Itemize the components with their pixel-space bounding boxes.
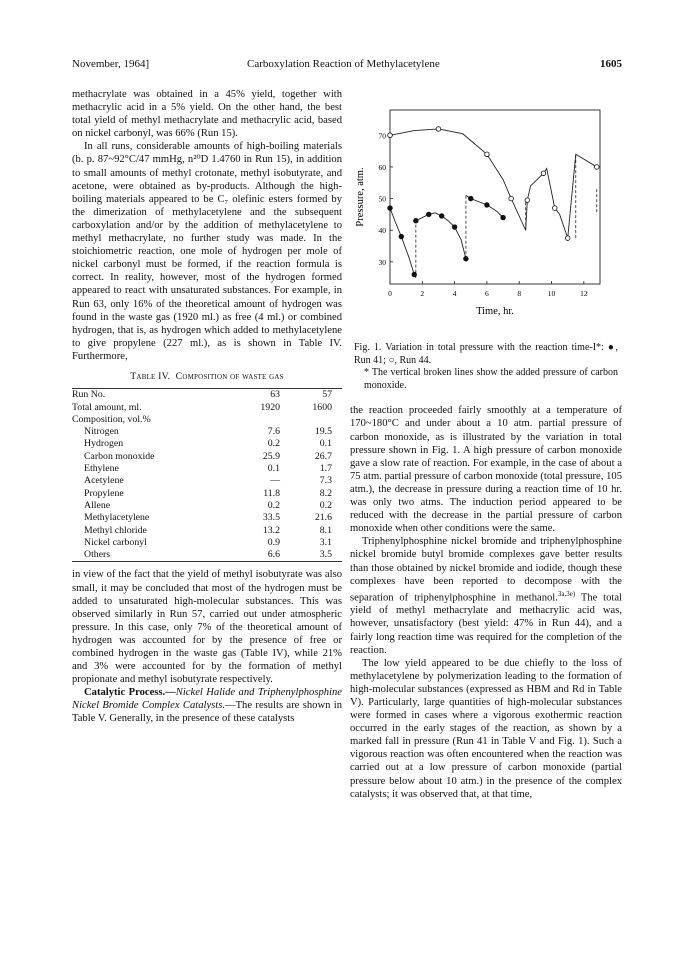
x-tick-label: 2 (420, 289, 425, 298)
y-tick-label: 50 (378, 194, 386, 204)
table-row (72, 475, 342, 487)
value-run-63: 0.9 (267, 536, 280, 548)
data-point-run-41 (439, 214, 444, 219)
reference-marker: 3a,3e) (557, 589, 576, 598)
value-run-63: 0.2 (267, 438, 280, 450)
table-row-run (72, 389, 342, 401)
table-row-composition (72, 414, 342, 426)
y-tick-label: 30 (378, 257, 386, 267)
value-run-63: 33.5 (262, 512, 280, 524)
table-row (72, 488, 342, 500)
x-tick-label: 0 (388, 289, 392, 298)
value-run-63: 0.1 (267, 463, 280, 475)
data-point-run-41 (414, 218, 419, 223)
table-title (72, 371, 342, 383)
gas-name: Nitrogen (84, 426, 119, 438)
data-point-run-41 (464, 256, 469, 261)
waste-gas-table (72, 389, 342, 561)
right-paragraph-2-text: Triphenylphosphine nickel bromide and triphenylphosphine nickel bromide butyl bromide complexes gave better results than those obtained by nickel bromide and iodide, though these complexes have been reported to decompose with the separation of triphenylphosphine in methanol. (350, 536, 622, 604)
value-run-57: 0.2 (319, 499, 332, 511)
right-column (350, 102, 622, 801)
x-tick-label: 10 (547, 289, 556, 298)
run-63: 63 (270, 389, 280, 401)
x-tick-label: 6 (485, 289, 489, 298)
right-paragraph-1: the reaction proceeded fairly smoothly at a temperature of 170~180°C and under about a 10 atm. partial pressure of carbon monoxide, as is illustrated by the variation in total pressure shown in Fig. 1. A high pressure of carbon monoxide gave a slow rate of reaction. For example, in the case of about a 75 atm. partial pressure of carbon monoxide (total pressure, 105 atm.), the decrease in pressure during a reaction time of 10 hr. was only two atms. The induction period appeared to be reduced with the decrease in the partial pressure of carbon monoxide when other conditions were the same. (350, 405, 622, 535)
data-point-run-41 (426, 212, 431, 217)
x-tick-label: 12 (580, 289, 588, 298)
plot-frame (390, 110, 600, 284)
y-tick-label: 70 (378, 131, 386, 141)
run-57: 57 (322, 389, 332, 401)
header-date: November, 1964] (72, 58, 150, 70)
table-iv (72, 371, 342, 562)
header-title: Carboxylation Reaction of Methylacetylene (247, 58, 440, 70)
total-63: 1920 (260, 401, 280, 413)
value-run-63: 11.8 (263, 487, 280, 499)
pressure-chart (350, 102, 622, 336)
x-tick-label: 4 (452, 289, 457, 298)
table-row (72, 426, 342, 438)
section-subheading: Nickel Halide and Triphenylphosphine Nickel Bromide Complex Catalysts. (72, 687, 342, 712)
series-line (390, 208, 416, 278)
x-tick-label: 8 (517, 289, 522, 298)
data-point-run-41 (452, 225, 457, 230)
caption-note: * The vertical broken lines show the added pressure of carbon monoxide. (364, 367, 618, 391)
section-heading: Catalytic Process.— (84, 687, 176, 699)
data-point-run-44 (541, 171, 546, 176)
value-run-63: 6.6 (267, 549, 280, 561)
y-tick-label: 40 (378, 226, 386, 236)
value-run-57: 7.3 (319, 475, 332, 487)
data-point-run-44 (485, 152, 490, 157)
right-paragraph-3: The low yield appeared to be due chiefly to the loss of methylacetylene by polymerization leading to the formation of high-molecular substances (expressed as HBM and Rd in Table V). Particularly, large quantities of high-molecular substances were formed in cases where a vigorous exothermic reaction occurred in the early stages of the reaction, as shown by a marked fall in pressure (Run 41 in Table V and Fig. 1). Such a vigorous reaction was often encountered when the reaction was carried out at a low pressure of carbon monoxide (partial pressure below about 10 atm.) in the presence of the complex catalysts; it was observed that, at that time, (350, 657, 622, 800)
value-run-63: 13.2 (262, 524, 280, 536)
total-label: Total amount, ml. (72, 401, 142, 413)
data-point-run-44 (525, 198, 530, 203)
data-point-run-44 (594, 165, 599, 170)
table-row (72, 549, 342, 561)
left-paragraph-4 (72, 686, 342, 725)
data-point-run-44 (436, 127, 441, 132)
table-bottom-rule (72, 561, 342, 562)
table-caption: Composition of waste gas (175, 370, 284, 382)
series-line (416, 213, 466, 259)
gas-name: Methylacetylene (84, 512, 150, 524)
data-point-run-44 (565, 236, 570, 241)
value-run-63: 25.9 (262, 450, 280, 462)
table-row (72, 438, 342, 450)
data-point-run-44 (552, 206, 557, 211)
left-column (72, 88, 342, 726)
value-run-57: 3.1 (319, 536, 332, 548)
value-run-63: 0.2 (267, 499, 280, 511)
right-paragraph-2-cont: The total yield of methyl methacrylate and methacrylic acid was, however, unsatisfactory (best yield: 47% in Run 44), and a fairly long reaction time was required for the completion of the reaction. (350, 592, 623, 656)
series-line (390, 129, 597, 238)
section-text: —The results are shown in Table V. Generally, in the presence of these catalysts (72, 700, 342, 725)
right-paragraph-2 (350, 535, 622, 656)
gas-name: Methyl chloride (84, 524, 147, 536)
total-57: 1600 (312, 401, 332, 413)
running-header (72, 58, 622, 74)
left-paragraph-1: methacrylate was obtained in a 45% yield, together with methacrylic acid in a 5% yield. On the other hand, the best total yield of methyl methacrylate and methacrylic acid, based on nickel carbonyl, was 66% (Run 15). (72, 89, 342, 140)
composition-label: Composition, vol.% (72, 413, 151, 425)
value-run-57: 26.7 (314, 450, 332, 462)
y-tick-label: 60 (378, 162, 386, 172)
data-point-run-41 (399, 234, 404, 239)
gas-name: Carbon monoxide (84, 450, 155, 462)
table-row (72, 512, 342, 524)
table-row (72, 463, 342, 475)
gas-name: Nickel carbonyl (84, 536, 147, 548)
data-point-run-44 (388, 133, 393, 138)
gas-name: Hydrogen (84, 438, 124, 450)
y-axis-label: Pressure, atm. (355, 167, 366, 227)
value-run-57: 21.6 (314, 512, 332, 524)
value-run-57: 3.5 (319, 549, 332, 561)
value-run-57: 8.1 (319, 524, 332, 536)
value-run-57: 1.7 (319, 463, 332, 475)
value-run-57: 19.5 (314, 426, 332, 438)
table-row (72, 525, 342, 537)
value-run-63: — (270, 475, 280, 487)
gas-name: Ethylene (84, 463, 119, 475)
table-row (72, 451, 342, 463)
table-row-total (72, 402, 342, 414)
data-point-run-41 (485, 203, 490, 208)
left-paragraph-2: In all runs, considerable amounts of high-boiling materials (b. p. 87~92°C/47 mmHg, n²⁰D 1.4760 in Run 15), in addition to small amounts of methyl crotonate, methyl isobutyrate, and acetone, were obtained as by-products. Although the high-boiling materials appeared to be C₇ olefinic esters formed by the dimerization of methylacetylene and the subsequent carboxylation and/or by the addition of methylacetylene to methyl methacrylate, no further study was made. In the stoichiometric reaction, one mole of hydrogen per mole of nickel carbonyl must be formed, if the reaction formula is correct. In reality, however, most of the hydrogen formed appeared to react with unsaturated substances. For example, in Run 63, only 16% of the theoretical amount of hydrogen was found in the waste gas (1920 ml.) as free (4 ml.) or combined hydrogen, that is, as hydrogen which added to methylacetylene to give propylene (227 ml.), as is shown in Table IV. Furthermore, (72, 141, 342, 362)
figure-caption (350, 342, 622, 392)
value-run-57: 8.2 (319, 487, 332, 499)
gas-name: Propylene (84, 487, 124, 499)
left-paragraph-3: in view of the fact that the yield of methyl isobutyrate was also small, it may be concluded that most of the hydrogen must be added to unsaturated high-molecular substances. This was observed similarly in Run 57, carried out under atmospheric pressure. In this case, only 7% of the theoretical amount of hydrogen was accounted for by the presence of free or combined hydrogen in the waste gas (Table IV), while 21% and 3% were accounted for by the formation of methyl propionate and methyl isobutyrate respectively. (72, 569, 342, 686)
table-row (72, 500, 342, 512)
gas-name: Others (84, 549, 111, 561)
data-point-run-41 (388, 206, 393, 211)
data-point-run-41 (412, 272, 417, 277)
table-row (72, 537, 342, 549)
chart-svg (350, 102, 622, 336)
data-point-run-41 (501, 215, 506, 220)
gas-name: Acetylene (84, 475, 124, 487)
value-run-57: 0.1 (319, 438, 332, 450)
table-label: Table IV. (130, 370, 171, 382)
x-axis-label: Time, hr. (476, 306, 514, 317)
caption-main: Fig. 1. Variation in total pressure with the reaction time-I*: ●, Run 41; ○, Run 44. (354, 342, 618, 366)
data-point-run-44 (509, 196, 514, 201)
page-number: 1605 (600, 58, 622, 70)
gas-name: Allene (84, 499, 111, 511)
data-point-run-41 (468, 196, 473, 201)
value-run-63: 7.6 (267, 426, 280, 438)
run-label: Run No. (72, 389, 106, 401)
